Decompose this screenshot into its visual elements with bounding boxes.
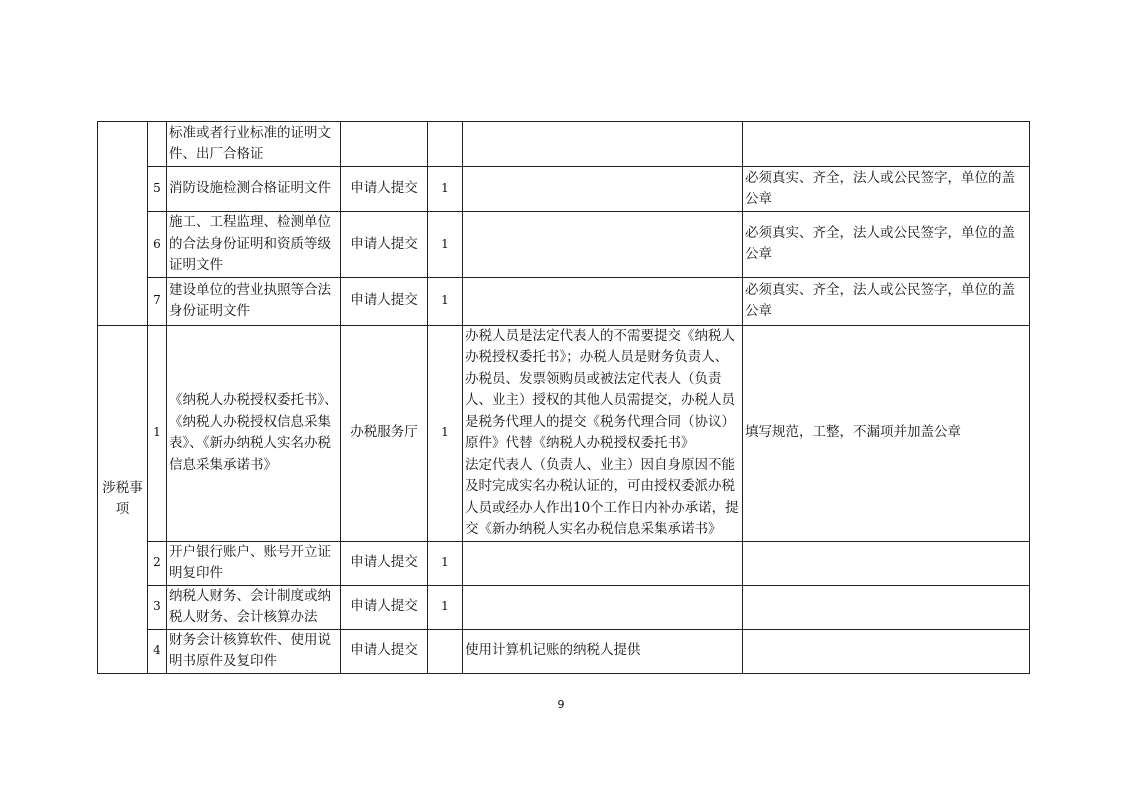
material-name: 施工、工程监理、检测单位的合法身份证明和资质等级证明文件	[167, 212, 341, 278]
material-requirement: 填写规范，工整，不漏项并加盖公章	[743, 325, 1030, 541]
copies-count: 1	[428, 277, 463, 325]
item-number: 7	[148, 277, 167, 325]
material-requirement: 必须真实、齐全，法人或公民签字，单位的盖公章	[743, 167, 1030, 212]
table-row	[98, 541, 1030, 585]
table-row	[98, 325, 1030, 541]
item-number: 1	[148, 325, 167, 541]
material-requirement: 必须真实、齐全，法人或公民签字，单位的盖公章	[743, 212, 1030, 278]
submission-method: 申请人提交	[341, 277, 428, 325]
material-requirement	[743, 541, 1030, 585]
material-name: 建设单位的营业执照等合法身份证明文件	[167, 277, 341, 325]
submission-method: 申请人提交	[341, 212, 428, 278]
copies-count: 1	[428, 212, 463, 278]
material-note	[463, 212, 743, 278]
material-name: 纳税人财务、会计制度或纳税人财务、会计核算办法	[167, 585, 341, 629]
table-row	[98, 167, 1030, 212]
materials-table	[97, 121, 1030, 674]
submission-method: 申请人提交	[341, 541, 428, 585]
submission-method	[341, 122, 428, 167]
material-requirement	[743, 122, 1030, 167]
material-note	[463, 277, 743, 325]
item-number: 2	[148, 541, 167, 585]
material-note	[463, 585, 743, 629]
material-name: 财务会计核算软件、使用说明书原件及复印件	[167, 629, 341, 673]
table-row	[98, 629, 1030, 673]
category-cell-previous	[98, 122, 148, 326]
submission-method: 办税服务厅	[341, 325, 428, 541]
material-name: 《纳税人办税授权委托书》、《纳税人办税授权信息采集表》、《新办纳税人实名办税信息采集承诺书》	[167, 325, 341, 541]
material-requirement	[743, 629, 1030, 673]
copies-count: 1	[428, 541, 463, 585]
page-number: 9	[557, 698, 565, 711]
item-number: 4	[148, 629, 167, 673]
material-name: 开户银行账户、账号开立证明复印件	[167, 541, 341, 585]
copies-count	[428, 629, 463, 673]
submission-method: 申请人提交	[341, 585, 428, 629]
note-paragraph: 办税人员是法定代表人的不需要提交《纳税人办税授权委托书》；办税人员是财务负责人、办税员、发票领购员或被法定代表人（负责人、业主）授权的其他人员需提交，办税人员是税务代理人的提交《税务代理合同（协议）原件》代替《纳税人办税授权委托书》	[465, 327, 735, 451]
material-name: 消防设施检测合格证明文件	[167, 167, 341, 212]
material-note	[463, 167, 743, 212]
material-note: 使用计算机记账的纳税人提供	[463, 629, 743, 673]
copies-count: 1	[428, 167, 463, 212]
submission-method: 申请人提交	[341, 629, 428, 673]
material-name: 标准或者行业标准的证明文件、出厂合格证	[167, 122, 341, 167]
item-number: 5	[148, 167, 167, 212]
table-row	[98, 122, 1030, 167]
material-note	[463, 541, 743, 585]
copies-count	[428, 122, 463, 167]
copies-count: 1	[428, 585, 463, 629]
submission-method: 申请人提交	[341, 167, 428, 212]
table-row	[98, 277, 1030, 325]
item-number	[148, 122, 167, 167]
copies-count: 1	[428, 325, 463, 541]
item-number: 3	[148, 585, 167, 629]
table-row	[98, 212, 1030, 278]
material-note	[463, 122, 743, 167]
material-requirement	[743, 585, 1030, 629]
category-cell-tax: 涉税事项	[98, 325, 148, 673]
material-note	[463, 325, 743, 541]
item-number: 6	[148, 212, 167, 278]
material-requirement: 必须真实、齐全，法人或公民签字，单位的盖公章	[743, 277, 1030, 325]
table-row	[98, 585, 1030, 629]
note-paragraph: 法定代表人（负责人、业主）因自身原因不能及时完成实名办税认证的，可由授权委派办税人员或经办人作出10个工作日内补办承诺，提交《新办纳税人实名办税信息采集承诺书》	[465, 456, 739, 537]
